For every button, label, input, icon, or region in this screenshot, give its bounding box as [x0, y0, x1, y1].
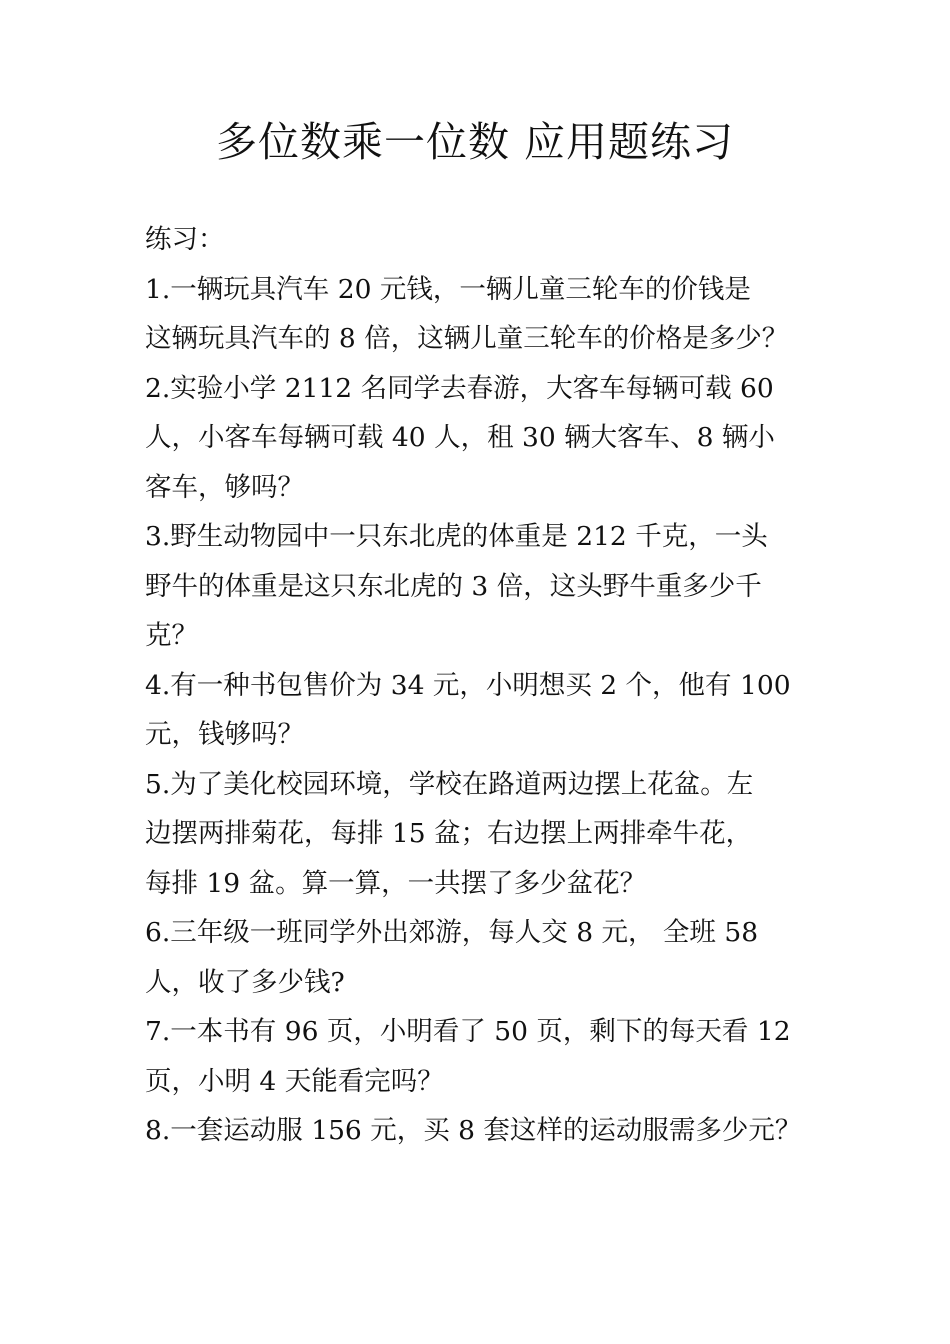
- text-line: 5.为了美化校园环境，学校在路道两边摆上花盆。左: [145, 768, 754, 800]
- text-line: 人，收了多少钱?: [145, 966, 345, 998]
- text-line: 3.野生动物园中一只东北虎的体重是 212 千克，一头: [145, 521, 768, 552]
- text-line: 这辆玩具汽车的 8 倍，这辆儿童三轮车的价格是多少？: [145, 323, 789, 354]
- text-line: 元，钱够吗？: [145, 719, 304, 750]
- text-line: 客车，够吗？: [145, 471, 304, 503]
- text-line: 4.有一种书包售价为 34 元，小明想买 2 个，他有 100: [145, 669, 791, 701]
- exercise-body: [145, 215, 825, 1156]
- page-title: 多位数乘一位数 应用题练习: [215, 118, 735, 166]
- text-line: 7.一本书有 96 页，小明看了 50 页，剩下的每天看 12: [145, 1016, 791, 1047]
- text-line: 每排 19 盆。算一算，一共摆了多少盆花？: [145, 867, 647, 899]
- text-line: 6.三年级一班同学外出郊游，每人交 8 元， 全班 58: [145, 917, 759, 948]
- text-line: 页，小明 4 天能看完吗？: [145, 1065, 444, 1097]
- text-line: 边摆两排菊花，每排 15 盆；右边摆上两排牵牛花，: [145, 818, 753, 849]
- text-line: 8.一套运动服 156 元，买 8 套这样的运动服需多少元？: [145, 1115, 802, 1146]
- text-line: 克？: [145, 620, 198, 651]
- text-line: 2.实验小学 2112 名同学去春游，大客车每辆可载 60: [145, 372, 774, 404]
- text-line: 野牛的体重是这只东北虎的 3 倍，这头野牛重多少千: [145, 570, 762, 602]
- text-line: 1.一辆玩具汽车 20 元钱，一辆儿童三轮车的价钱是: [145, 273, 751, 305]
- section-label: 练习：: [145, 224, 225, 255]
- text-line: 人，小客车每辆可载 40 人，租 30 辆大客车、8 辆小: [145, 422, 775, 453]
